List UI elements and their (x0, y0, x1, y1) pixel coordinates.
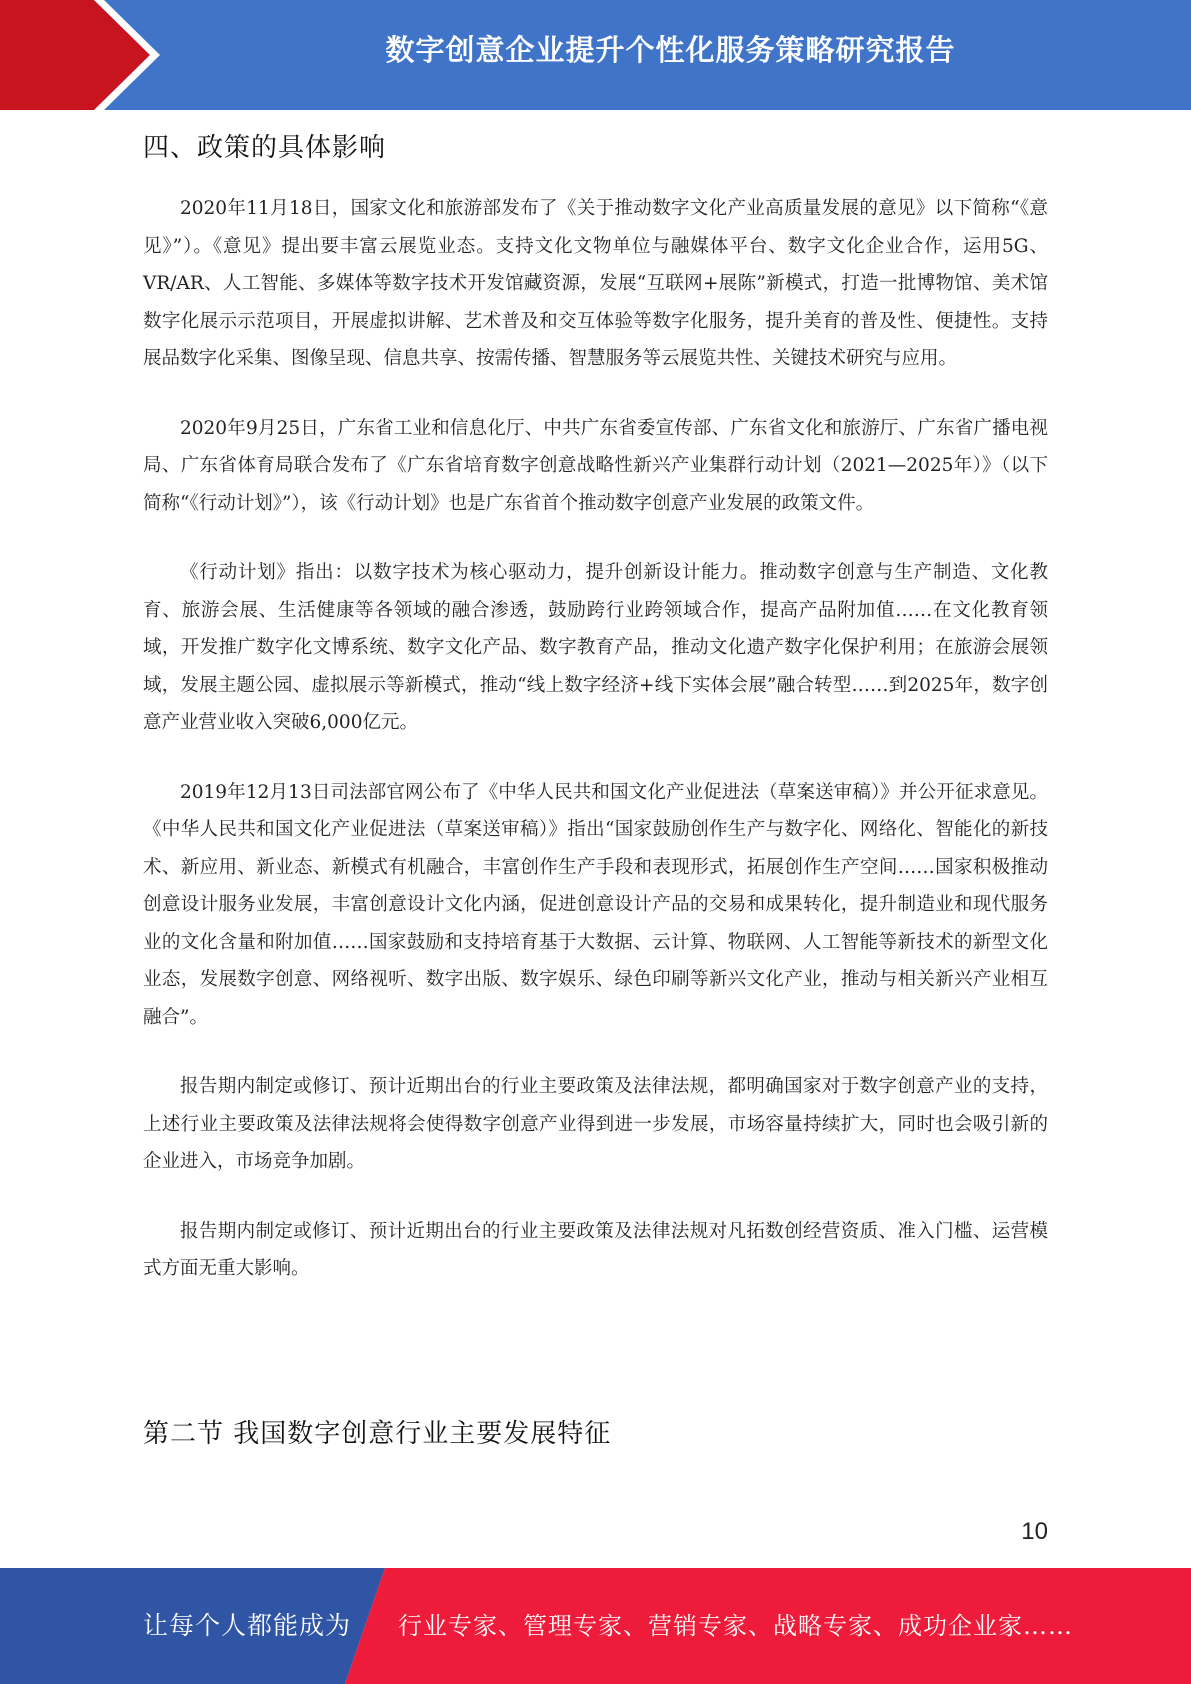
chapter-heading: 第二节 我国数字创意行业主要发展特征 (143, 1419, 612, 1449)
footer-slogan-right: 行业专家、管理专家、营销专家、战略专家、成功企业家…… (398, 1612, 1073, 1640)
paragraph: 报告期内制定或修订、预计近期出台的行业主要政策及法律法规，都明确国家对于数字创意产业的支持，上述行业主要政策及法律法规将会使得数字创意产业得到进一步发展，市场容量持续扩大，同时也会吸引新的企业进入，市场竞争加剧。 (143, 1076, 1048, 1172)
paragraph: 报告期内制定或修订、预计近期出台的行业主要政策及法律法规对凡拓数创经营资质、准入门槛、运营模式方面无重大影响。 (143, 1220, 1048, 1279)
paragraph: 2019年12月13日司法部官网公布了《中华人民共和国文化产业促进法（草案送审稿）》并公开征求意见。《中华人民共和国文化产业促进法（草案送审稿）》指出“国家鼓励创作生产与数字化、网络化、智能化的新技术、新应用、新业态、新模式有机融合，丰富创作生产手段和表现形式，拓展创作生产空间……国家积极推动创意设计服务业发展，丰富创意设计文化内涵，促进创意设计产品的交易和成果转化，提升制造业和现代服务业的文化含量和附加值……国家鼓励和支持培育基于大数据、云计算、物联网、人工智能等新技术的新型文化业态，发展数字创意、网络视听、数字出版、数字娱乐、绿色印刷等新兴文化产业，推动与相关新兴产业相互融合”。 (143, 781, 1048, 1028)
page-number: 10 (1021, 1518, 1048, 1545)
paragraph: 2020年11月18日，国家文化和旅游部发布了《关于推动数字文化产业高质量发展的意见》以下简称“《意见》”）。《意见》提出要丰富云展览业态。支持文化文物单位与融媒体平台、数字文化企业合作，运用5G、VR/AR、人工智能、多媒体等数字技术开发馆藏资源，发展“互联网+展陈”新模式，打造一批博物馆、美术馆数字化展示示范项目，开展虚拟讲解、艺术普及和交互体验等数字化服务，提升美育的普及性、便捷性。支持展品数字化采集、图像呈现、信息共享、按需传播、智慧服务等云展览共性、关键技术研究与应用。 (143, 198, 1048, 369)
paragraph: 2020年9月25日，广东省工业和信息化厅、中共广东省委宣传部、广东省文化和旅游厅、广东省广播电视局、广东省体育局联合发布了《广东省培育数字创意战略性新兴产业集群行动计划（2021—2025年）》（以下简称“《行动计划》”），该《行动计划》也是广东省首个推动数字创意产业发展的政策文件。 (143, 417, 1048, 514)
main-content (143, 128, 1048, 1320)
section-heading: 四、政策的具体影响 (143, 133, 387, 163)
page-header (0, 0, 1191, 110)
section-body (143, 190, 1048, 1288)
report-title: 数字创意企业提升个性化服务策略研究报告 (385, 33, 956, 67)
header-arrow-decoration (0, 0, 160, 110)
page-footer (0, 1568, 1191, 1684)
footer-slogan-left: 让每个人都能成为 (143, 1611, 352, 1640)
paragraph: 《行动计划》指出：以数字技术为核心驱动力，提升创新设计能力。推动数字创意与生产制造、文化教育、旅游会展、生活健康等各领域的融合渗透，鼓励跨行业跨领域合作，提高产品附加值……在文化教育领域，开发推广数字化文博系统、数字文化产品、数字教育产品，推动文化遗产数字化保护利用；在旅游会展领域，发展主题公园、虚拟展示等新模式，推动“线上数字经济+线下实体会展”融合转型……到2025年，数字创意产业营业收入突破6,000亿元。 (143, 562, 1048, 733)
